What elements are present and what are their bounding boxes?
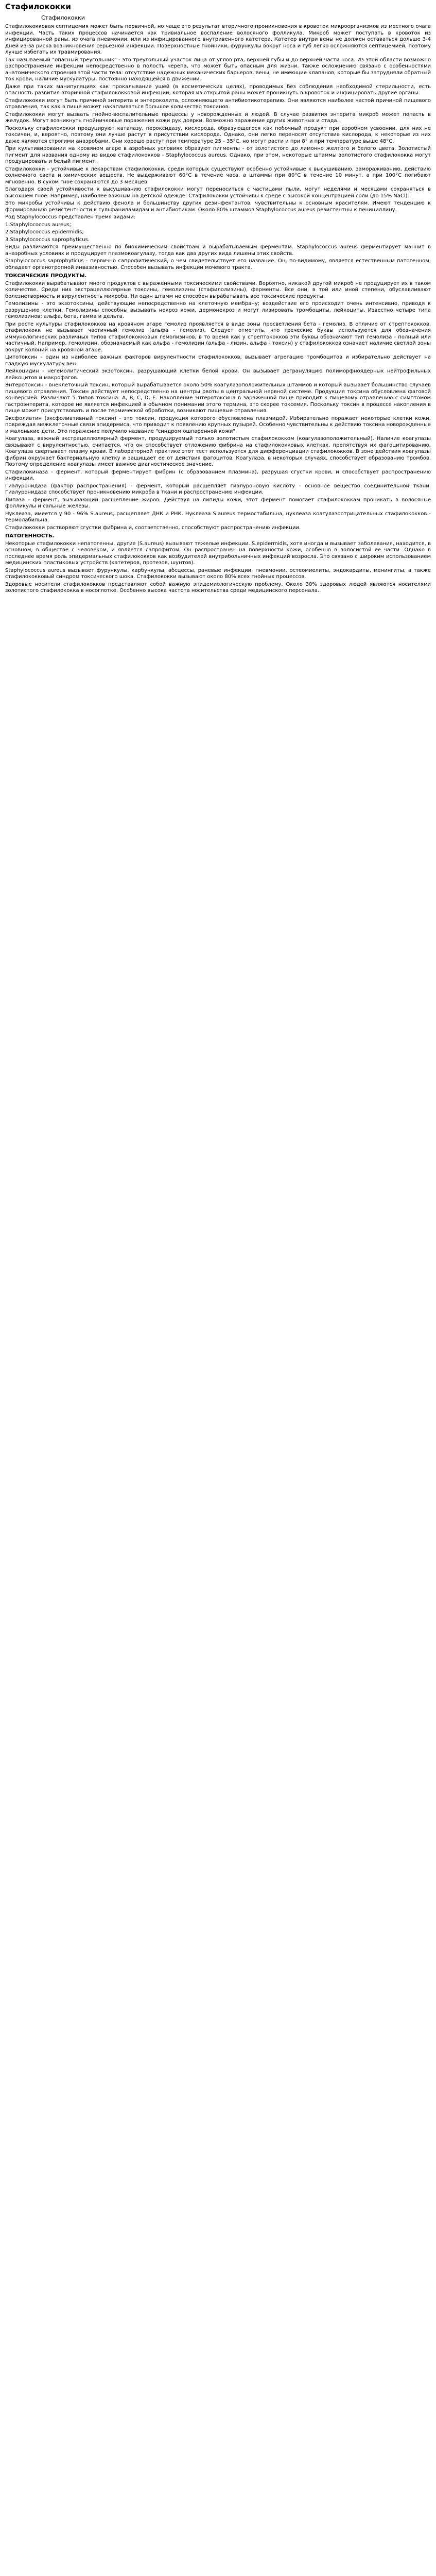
paragraph: Стафилококки растворяют сгустки фибрина и, соответственно, способствуют распространению инфекции. [5,524,301,531]
paragraph: Цитотоксин - один из наиболее важных факторов вирулентности стафилококков, вызывает агрегацию тромбоцитов и избирательно действует на гладкую мускулатуру вен. [5,354,431,367]
paragraph: Staphylococcus aureus вызывает фурункулы, карбункулы, абсцессы, раневые инфекции, пневмонии, остеомиелиты, эндокардиты, менингиты, а также стафилококковый синдром токсического шока. Стафилококки вызывают около 80% всех гнойных процессов. [5,567,431,580]
paragraph: Виды различаются преимущественно по биохимическим свойствам и вырабатываемым ферментам. Staphylococcus aureus ферментирует маннит в анаэробных условиях и продуцирует плазмокоагулазу, тогда как два других вида лишены этих свойств. [5,244,431,257]
paragraph: Стафилококки могут быть причиной энтерита и энтероколита, осложняющего антибиотикотерапию. Они являются наиболее частой причиной пищевого отравления, так как в пище может накапливаться большое количество токсинов. [5,97,431,110]
paragraph: Гиалуронидаза (фактор распространения) - фермент, который расщепляет гиалуроновую кислоту - основное вещество соединительной ткани. Гиалуронидаза способствует проникновению микроба в ткани и распространению инфекции. [5,483,431,495]
paragraph: Staphylococcus saprophyticus - первично сапрофитический, о чем свидетельствует его название. Он, по-видимому, является естественным патогенном, обладает органотропной инвазивностью. Способен вызывать инфекции мочевого тракта. [5,258,431,270]
paragraph: Стафилококковая септицемия может быть первичной, но чаще это результат вторичного проникновения в кровоток микроорганизмов из местного очага инфекции. Часть таких процессов начинается как тривиальное воспаление волосяного фолликула. Микроб может поступать в кровоток из инфицированной раны, из очага пневмонии, или из инфицированного внутривенного катетера. Катетер внутри вены не должен оставаться дольше 3-4 дней из-за риска возникновения серьезной инфекции. Поверхностные гнойники, фурункулы вокруг носа и губ легко осложняются септицемией, поэтому лучше избегать их травмирования. [5,24,431,55]
paragraph: Энтеротоксин - внеклеточный токсин, который вырабатывается около 50% коагулазоположительных штаммов и который вызывает большинство случаев пищевого отравления. Токсин действует непосредственно на центры рвоты в центральной нервной системе. Продукция токсина обусловлена фаговой конверсией. Различают 5 типов токсина: A, B, C, D, E. Накопление энтеротоксина в зараженной пище приводит к пищевому отравлению с симптомом гастроэнтерита, которое не является инфекцией в обычном понимании этого термина, это скорее токсемия. Поскольку токсин в процессе накопления в пище может присутствовать и после термической обработки, возникают пищевые отравления. [5,382,431,414]
article-body [5,24,431,595]
section-heading: ПАТОГЕННОСТЬ. [5,533,55,539]
paragraph: Так называемый "опасный треугольник" - это треугольный участок лица от углов рта, верхней губы и до верхней части носа. Из этой области возможно распространение инфекции непосредственно в полость черепа, что может быть опасным для жизни. Также осложнению связано с особенностями анатомического строения этой части тела: отсутствие надежных механических барьеров, вены, не имеющие клапанов, которые бы затрудняли обратный ток крови, наличие мускулатуры, постоянно находящейся в движении. [5,57,431,82]
paragraph: Стафилокиназа - фермент, который ферментирует фибрин (с образованием плазмина), разрушая сгустки крови, и способствует распространению инфекции. [5,469,431,481]
paragraph: Род Staphylococcus представлен тремя видами: [5,214,135,220]
paragraph: Здоровые носители стафилококков представляют собой важную эпидемиологическую проблему. Около 30% здоровых людей являются носителями золотистого стафилококка в носоглотке. Особенно высока частота носительства среди медицинского персонала. [5,581,431,594]
paragraph: Благодаря своей устойчивости к высушиванию стафилококки могут переноситься с частицами пыли, могут неделями и месяцами сохраняться в высохшем гное. Например, наиболее важным на детской одежде. Стафилококки устойчивы к среде с высокой концентрацией соли (до 15% NaCl). [5,187,431,199]
section-heading: ТОКСИЧЕСКИЕ ПРОДУКТЫ. [5,273,87,279]
paragraph: При росте культуры стафилококков на кровяном агаре гемолиз проявляется в виде зоны просветления бета - гемолиз. В отличие от стрептококков, стафилококк не вызывает частичный гемолиз (альфа - гемолиз). Следует отметить, что греческие буквы используются для обозначения иммунологических различных типов стафилококковых гемолизинов, в то время как у стрептококков эти буквы обозначают тип гемолиза - полный или частичный. Например, гемолизин, обозначаемый как альфа - гемолизин (альфа - лизин, альфа - токсин) у стафилококков означает наличие светлой зоны вокруг колоний на кровяном агаре. [5,321,431,353]
list-item: 1.Staphylococcus aureus; [5,222,72,228]
paragraph: При культивировании на кровяном агаре в аэробных условиях образуют пигменты - от золотистого до лимонно желтого и белого цвета. Золотистый пигмент для названия одному из видов стафилококков - Staphylococcus aureus. Однако, при этом, некоторые штаммы золотистого стафилококка могут продуцировать и белый пигмент. [5,146,431,164]
page-subtitle: Стафилококки [41,14,85,21]
paragraph: Стафилококки - устойчивые к лекарствам стафилококки, среди которых существуют особенно устойчивые к высушиванию, замораживанию, действию солнечного света и химических веществ. Не выдерживают 60°С в течение часа, а штаммы при 80°С в течение 10 минут, а при 100°С погибают мгновенно. В сухом гное сохраняются до 3 месяцев. [5,166,431,185]
paragraph: Нуклеаза, имеется у 90 - 96% S.aureus, расщепляет ДНК и РНК. Нуклеаза S.aureus термостабильна, нуклеаза коагулазоотрицательных стафилококков - термолабильна. [5,511,431,523]
paragraph: Стафилококки могут вызвать гнойно-воспалительные процессы у новорожденных и людей. В случае развития энтерита микроб может попасть в желудок. Могут возникнуть гнойничковые поражения кожи рук доярки. Возможно заражение других животных и стада. [5,111,431,124]
page [0,0,436,595]
page-title: Стафилококки [5,2,71,11]
paragraph: Некоторые стафилококки непатогенны, другие (S.aureus) вызывают тяжелые инфекции. S.epidermidis, хотя иногда и вызывает заболевания, находится, в основном, в обществе с человеком, и является сапрофитом. Он распространен на поверхности кожи, особенно в волосистой ее части. Однако в последнее время роль эпидермальных стафилококков как возбудителей внутрибольничных инфекций возросла. Это связано с широким использованием медицинских пластиковых устройств (катетеров, протезов, шунтов). [5,540,431,566]
paragraph: Поскольку стафилококки продуцируют каталазу, пероксидазу, кислорода, образующегося как побочный продукт при аэробном усвоении, для них не токсичен, и, вероятно, поэтому они лучше растут в присутствии кислорода. Однако, они легко переносят отсутствие кислорода, к некоторые из них даже являются строгими анаэробами. Они хорошо растут при температуре 25 - 35°С, но могут расти и при 8° и при температуре выше 48°С. [5,125,431,144]
paragraph: Гемолизины - это экзотоксины, действующие непосредственно на клеточную мембрану; воздействие его происходит очень интенсивно, приводя к разрушению клетки. Гемолизины способны вызывать некроз кожи, дермонекроз и могут лизировать тромбоциты, лейкоциты. Известно четыре типа гемолизинов: альфа, бета, гамма и дельта. [5,301,431,319]
paragraph: Лейкоцидин - негемолитический экзотоксин, разрушающий клетки белой крови. Он вызывает дегрануляцию полиморфноядерных нейтрофильных лейкоцитов и макрофагов. [5,368,431,381]
list-item: 2.Staphylococcus epidermidis; [5,229,84,235]
paragraph: Коагулаза, важный экстрацеллюлярный фермент, продуцируемый только золотистым стафилококком (коагулазоположительный). Наличие коагулазы связывают с вирулентностью, считается, что он способствует отложению фибрина на стафилококковых клетках, препятствуя их фагоцитированию. Коагулаза свертывает плазму крови. В лабораторной практике этот тест используется для дифференциации стафилококков. В зоне действия коагулазы фибрин окружает бактериальную клетку и защищает ее от действия фагоцитов. Коагулаза, в некоторых случаях, способствует образованию тромбов. Поэтому определение коагулазы имеет важное диагностическое значение. [5,436,431,467]
paragraph: Липаза - фермент, вызывающий расщепление жиров. Действуя на липиды кожи, этот фермент помогает стафилококкам проникать в волосяные фолликулы и сальные железы. [5,497,431,509]
list-item: 3.Staphylococcus saprophyticus. [5,236,90,243]
paragraph: Это микробы устойчивы к действию фенола и большинству других дезинфектантов, чувствительны к основным красителям. Имеют тенденцию к формированию резистентности к сульфаниламидам и антибиотикам. Около 80% штаммов Staphylococcus aureus резистентны к пенициллину. [5,200,431,213]
paragraph: Стафилококки вырабатывают много продуктов с выраженными токсическими свойствами. Вероятно, никакой другой микроб не продуцирует их в таком количестве. Среди них экстрацеллюлярные токсины, гемолизины (стафилолизины), ферменты. Все они, в той или иной степени, обуславливают болезнетворность и вирулентность микроба. Ни один штамм не способен вырабатывать все токсические продукты. [5,280,431,299]
paragraph: Эксфолиатин (эксфолиативный токсин) - это токсин, продукция которого обусловлена плазмидой. Избирательно поражает некоторые клетки кожи, повреждая межклеточные связи эпидермиса, что приводит к появлению крупных пузырей. Особенно чувствительны к действию токсина новорожденные и маленькие дети. Это поражение получило название "синдром ошпаренной кожи". [5,415,431,434]
paragraph: Даже при таких манипуляциях как прокалывание ушей (в косметических целях), проводимых без соблюдения необходимой стерильности, есть опасность развития вторичной стафилококковой инфекции, которая из открытой раны может проникнуть в кровоток и инфицировать другие органы. [5,83,431,96]
